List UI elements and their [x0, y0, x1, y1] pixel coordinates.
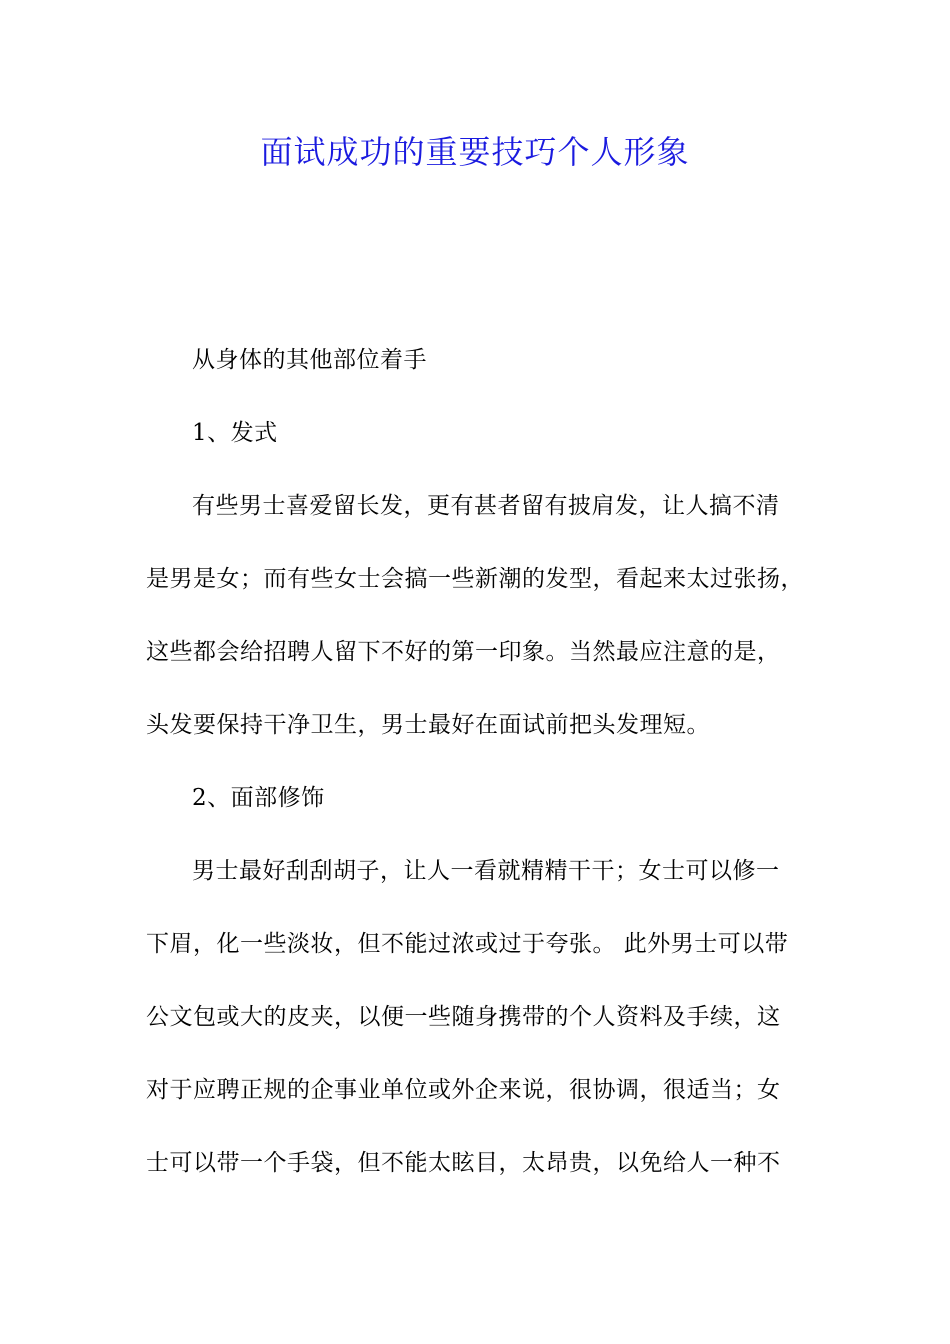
paragraph-hairstyle	[146, 482, 816, 749]
paragraph-line: 从身体的其他部位着手	[192, 347, 427, 373]
paragraph-section-heading	[146, 409, 816, 457]
paragraph-section-heading	[146, 774, 816, 822]
document-title: 面试成功的重要技巧个人形象	[260, 133, 690, 171]
paragraph-face-grooming	[146, 847, 816, 1187]
paragraph-line: 有些男士喜爱留长发，更有甚者留有披肩发，让人搞不清	[192, 493, 780, 519]
paragraph-line: 1、发式	[192, 420, 278, 446]
paragraph-line: 对于应聘正规的企事业单位或外企来说，很协调，很适当；女	[146, 1077, 781, 1103]
paragraph-line: 士可以带一个手袋，但不能太眩目，太昂贵，以免给人一种不	[146, 1150, 781, 1176]
paragraph-subheading	[146, 336, 816, 384]
document-body	[146, 336, 816, 1212]
paragraph-line: 是男是女；而有些女士会搞一些新潮的发型，看起来太过张扬，	[146, 566, 804, 592]
paragraph-line: 下眉，化一些淡妆，但不能过浓或过于夸张。 此外男士可以带	[146, 931, 789, 957]
paragraph-line: 男士最好刮刮胡子，让人一看就精精干干；女士可以修一	[192, 858, 780, 884]
paragraph-line: 公文包或大的皮夹，以便一些随身携带的个人资料及手续，这	[146, 1004, 781, 1030]
paragraph-line: 这些都会给招聘人留下不好的第一印象。当然最应注意的是，	[146, 639, 781, 665]
paragraph-line: 2、面部修饰	[192, 785, 325, 811]
paragraph-line: 头发要保持干净卫生，男士最好在面试前把头发理短。	[146, 712, 710, 738]
